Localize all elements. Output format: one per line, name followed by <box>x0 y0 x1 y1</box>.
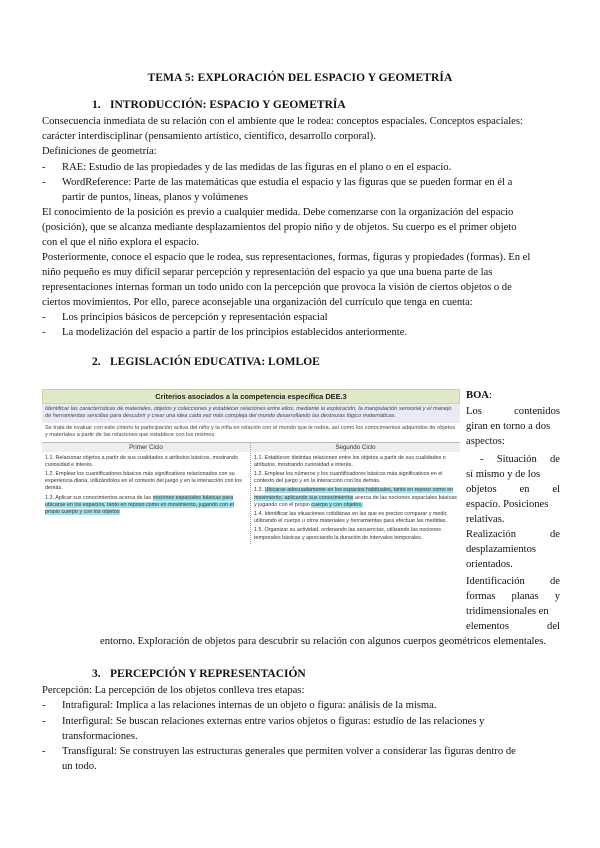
boa-line: sí mismo y de los <box>466 469 541 480</box>
list-item <box>42 175 560 190</box>
boa-line: aspectos: <box>466 436 505 447</box>
section-1-number: 1. <box>92 99 101 111</box>
boa-line: espacio. Posiciones <box>466 499 549 510</box>
criteria-table-image <box>42 389 460 633</box>
column-header: Segundo Ciclo <box>251 443 460 452</box>
section-2-heading: LEGISLACIÓN EDUCATIVA: LOMLOE <box>110 356 320 368</box>
highlighted-text: Ubicarse adecuadamente en los espacios habituales, tanto en reposo como en movimiento, aplicando sus conocimientos <box>254 487 454 501</box>
list-item <box>42 744 560 759</box>
boa-line: relativas. <box>466 514 505 525</box>
list-item-continuation: transformaciones. <box>62 731 138 742</box>
boa-label: BOA <box>466 390 489 401</box>
table-columns <box>42 442 460 544</box>
list-dash: - <box>42 162 46 173</box>
criterion-text: acerca de las nociones espaciales básicas y jugando con el propio <box>254 494 457 508</box>
list-item-text: Transfigural: Se construyen las estructuras generales que permiten volver a considerar las figuras dentro de <box>62 746 516 757</box>
boa-line: giran en torno a dos <box>466 421 551 432</box>
list-dash: - <box>42 177 46 188</box>
boa-line: Los contenidos <box>466 406 560 417</box>
table-note: Se trata de evaluar con este criterio la participación activa del niño y la niña en relación con el mundo que le rodea, así como los conocimientos adquiridos de objetos y materiales a partir de las relaciones que establece con los mismos. <box>45 424 456 439</box>
list-item-text: Los principios básicos de percepción y representación espacial <box>62 312 328 323</box>
list-item-text: Interfigural: Se buscan relaciones externas entre varios objetos o figuras: estudio de las relaciones y <box>62 716 485 727</box>
paragraph-line: (posición), que se alcanza mediante desplazamientos del propio niño y de objetos. Su cuerpo es el primer objeto <box>42 222 517 233</box>
criterion-item: 1.4. Identificar las situaciones cotidianas en las que es preciso comparar y medir, utilizando el cuerpo u otros materiales y herramientas para efectuar las medidas. <box>254 511 448 525</box>
boa-colon: : <box>488 390 492 401</box>
list-item-text: La modelización del espacio a partir de los principios establecidos anteriormente. <box>62 327 408 338</box>
section-1-heading: INTRODUCCIÓN: ESPACIO Y GEOMETRÍA <box>110 99 346 111</box>
boa-line: Identificación de <box>466 576 560 587</box>
list-dash: - <box>42 746 46 757</box>
table-header: Criterios asociados a la competencia específica DEE.3 <box>42 389 460 404</box>
section-3-number: 3. <box>92 668 101 680</box>
list-item-text: Intrafigural: Implica a las relaciones internas de un objeto o figura: análisis de la misma. <box>62 700 437 711</box>
criterion-item: 1.5. Organizar su actividad, ordenando las secuencias, utilizando las nociones temporales básicas y apreciando la duración de intervalos temporales. <box>254 527 441 541</box>
highlighted-text: nociones espaciales básicas para ubicarse en los espacios, tanto en reposo como en movimiento, jugando con el propio cuerpo y con los objetos <box>45 494 234 516</box>
boa-title <box>466 388 560 403</box>
boa-line: Realización de <box>466 529 560 540</box>
list-item <box>42 160 560 175</box>
list-dash: - <box>42 716 46 727</box>
list-item-continuation: un todo. <box>62 761 97 772</box>
criterion-item: 1.1. Relacionar objetos a partir de sus cualidades o atributos básicos, mostrando curiosidad e interés. <box>45 454 238 468</box>
criterion-item: 1.2. Emplear los números y los cuantificadores básicos más significativos en el contexto del juego y en la interacción con los demás. <box>254 471 443 485</box>
highlighted-text: cuerpo y con objetos. <box>311 501 363 508</box>
paragraph-line: representaciones internas forman un todo unido con la percepción que provoca la visión de ciertos objetos o de <box>42 282 512 293</box>
boa-line: formas planas y <box>466 591 560 602</box>
list-dash: - <box>42 700 46 711</box>
column-second-cycle <box>251 443 460 544</box>
list-item <box>42 698 560 713</box>
list-item <box>42 714 560 729</box>
paragraph-line: con el que el niño explora el espacio. <box>42 237 200 248</box>
list-item-continuation: partir de puntos, líneas, planos y volúmenes <box>62 192 248 203</box>
column-header: Primer Ciclo <box>42 443 250 452</box>
document-title: TEMA 5: EXPLORACIÓN DEL ESPACIO Y GEOMETRÍA <box>147 72 453 84</box>
paragraph-line: ciertos movimientos. Por ello, parece aconsejable una organización del currículo que tenga en cuenta: <box>42 297 473 308</box>
boa-line: elementos del <box>466 621 560 632</box>
criterion-item <box>254 487 457 509</box>
criterion-text: 1.3. Aplicar sus conocimientos acerca de las <box>45 494 153 501</box>
boa-line: orientados. <box>466 559 513 570</box>
paragraph-line: Consecuencia inmediata de su relación con el ambiente que le rodea: conceptos espaciales. Conceptos espaciales: <box>42 116 523 127</box>
boa-line: - Situación de <box>480 454 560 465</box>
boa-line: tridimensionales en <box>466 606 549 617</box>
section-3-heading: PERCEPCIÓN Y REPRESENTACIÓN <box>110 668 306 680</box>
paragraph-line: entorno. Exploración de objetos para descubrir su relación con algunos cuerpos geométricos elementales. <box>100 636 546 647</box>
criterion-item <box>45 495 247 517</box>
list-item <box>42 310 560 325</box>
column-first-cycle <box>42 443 251 544</box>
paragraph-line: El conocimiento de la posición es previo a cualquier medida. Debe comenzarse con la organización del espacio <box>42 207 514 218</box>
paragraph-line: Percepción: La percepción de los objetos conlleva tres etapas: <box>42 685 305 696</box>
list-dash: - <box>42 327 46 338</box>
definition-rae: RAE: Estudio de las propiedades y de las medidas de las figuras en el plano o en el espacio. <box>62 162 452 173</box>
paragraph-line: Definiciones de geometría: <box>42 146 157 157</box>
table-intro: Identificar las características de materiales, objetos y colecciones y establecer relaciones entre ellos, mediante la exploración, la manipulación sensorial y el manejo de herramientas sencillas para descubrir y crear una idea cada vez más compleja del mundo desarrollando las destrezas lógico matemáticas. <box>42 404 460 423</box>
list-dash: - <box>42 312 46 323</box>
boa-line: desplazamientos <box>466 544 537 555</box>
paragraph-line: Posteriormente, conoce el espacio que le rodea, sus representaciones, formas, figuras y propiedades (formas). En el <box>42 252 531 263</box>
paragraph-line: niño pequeño es muy difícil separar percepción y representación del espacio ya que una buena parte de las <box>42 267 493 278</box>
paragraph-line: carácter interdisciplinar (pensamiento artístico, científico, desarrollo corporal). <box>42 131 376 142</box>
definition-wordreference: WordReference: Parte de las matemáticas que estudia el espacio y las figuras que se pueden formar en él a <box>62 177 513 188</box>
boa-line: objetos en el <box>466 484 560 495</box>
criterion-item: 1.2. Emplear los cuantificadores básicos más significativos relacionados con su experiencia diaria, utilizándolos en el contexto del juego y en la interacción con los demás. <box>45 471 242 492</box>
criterion-item: 1.1. Establecer distintas relaciones entre los objetos a partir de sus cualidades o atributos, mostrando curiosidad e interés. <box>254 454 446 468</box>
list-item <box>42 325 560 340</box>
section-2-number: 2. <box>92 356 101 368</box>
criterion-text: 1.3. <box>254 487 265 494</box>
